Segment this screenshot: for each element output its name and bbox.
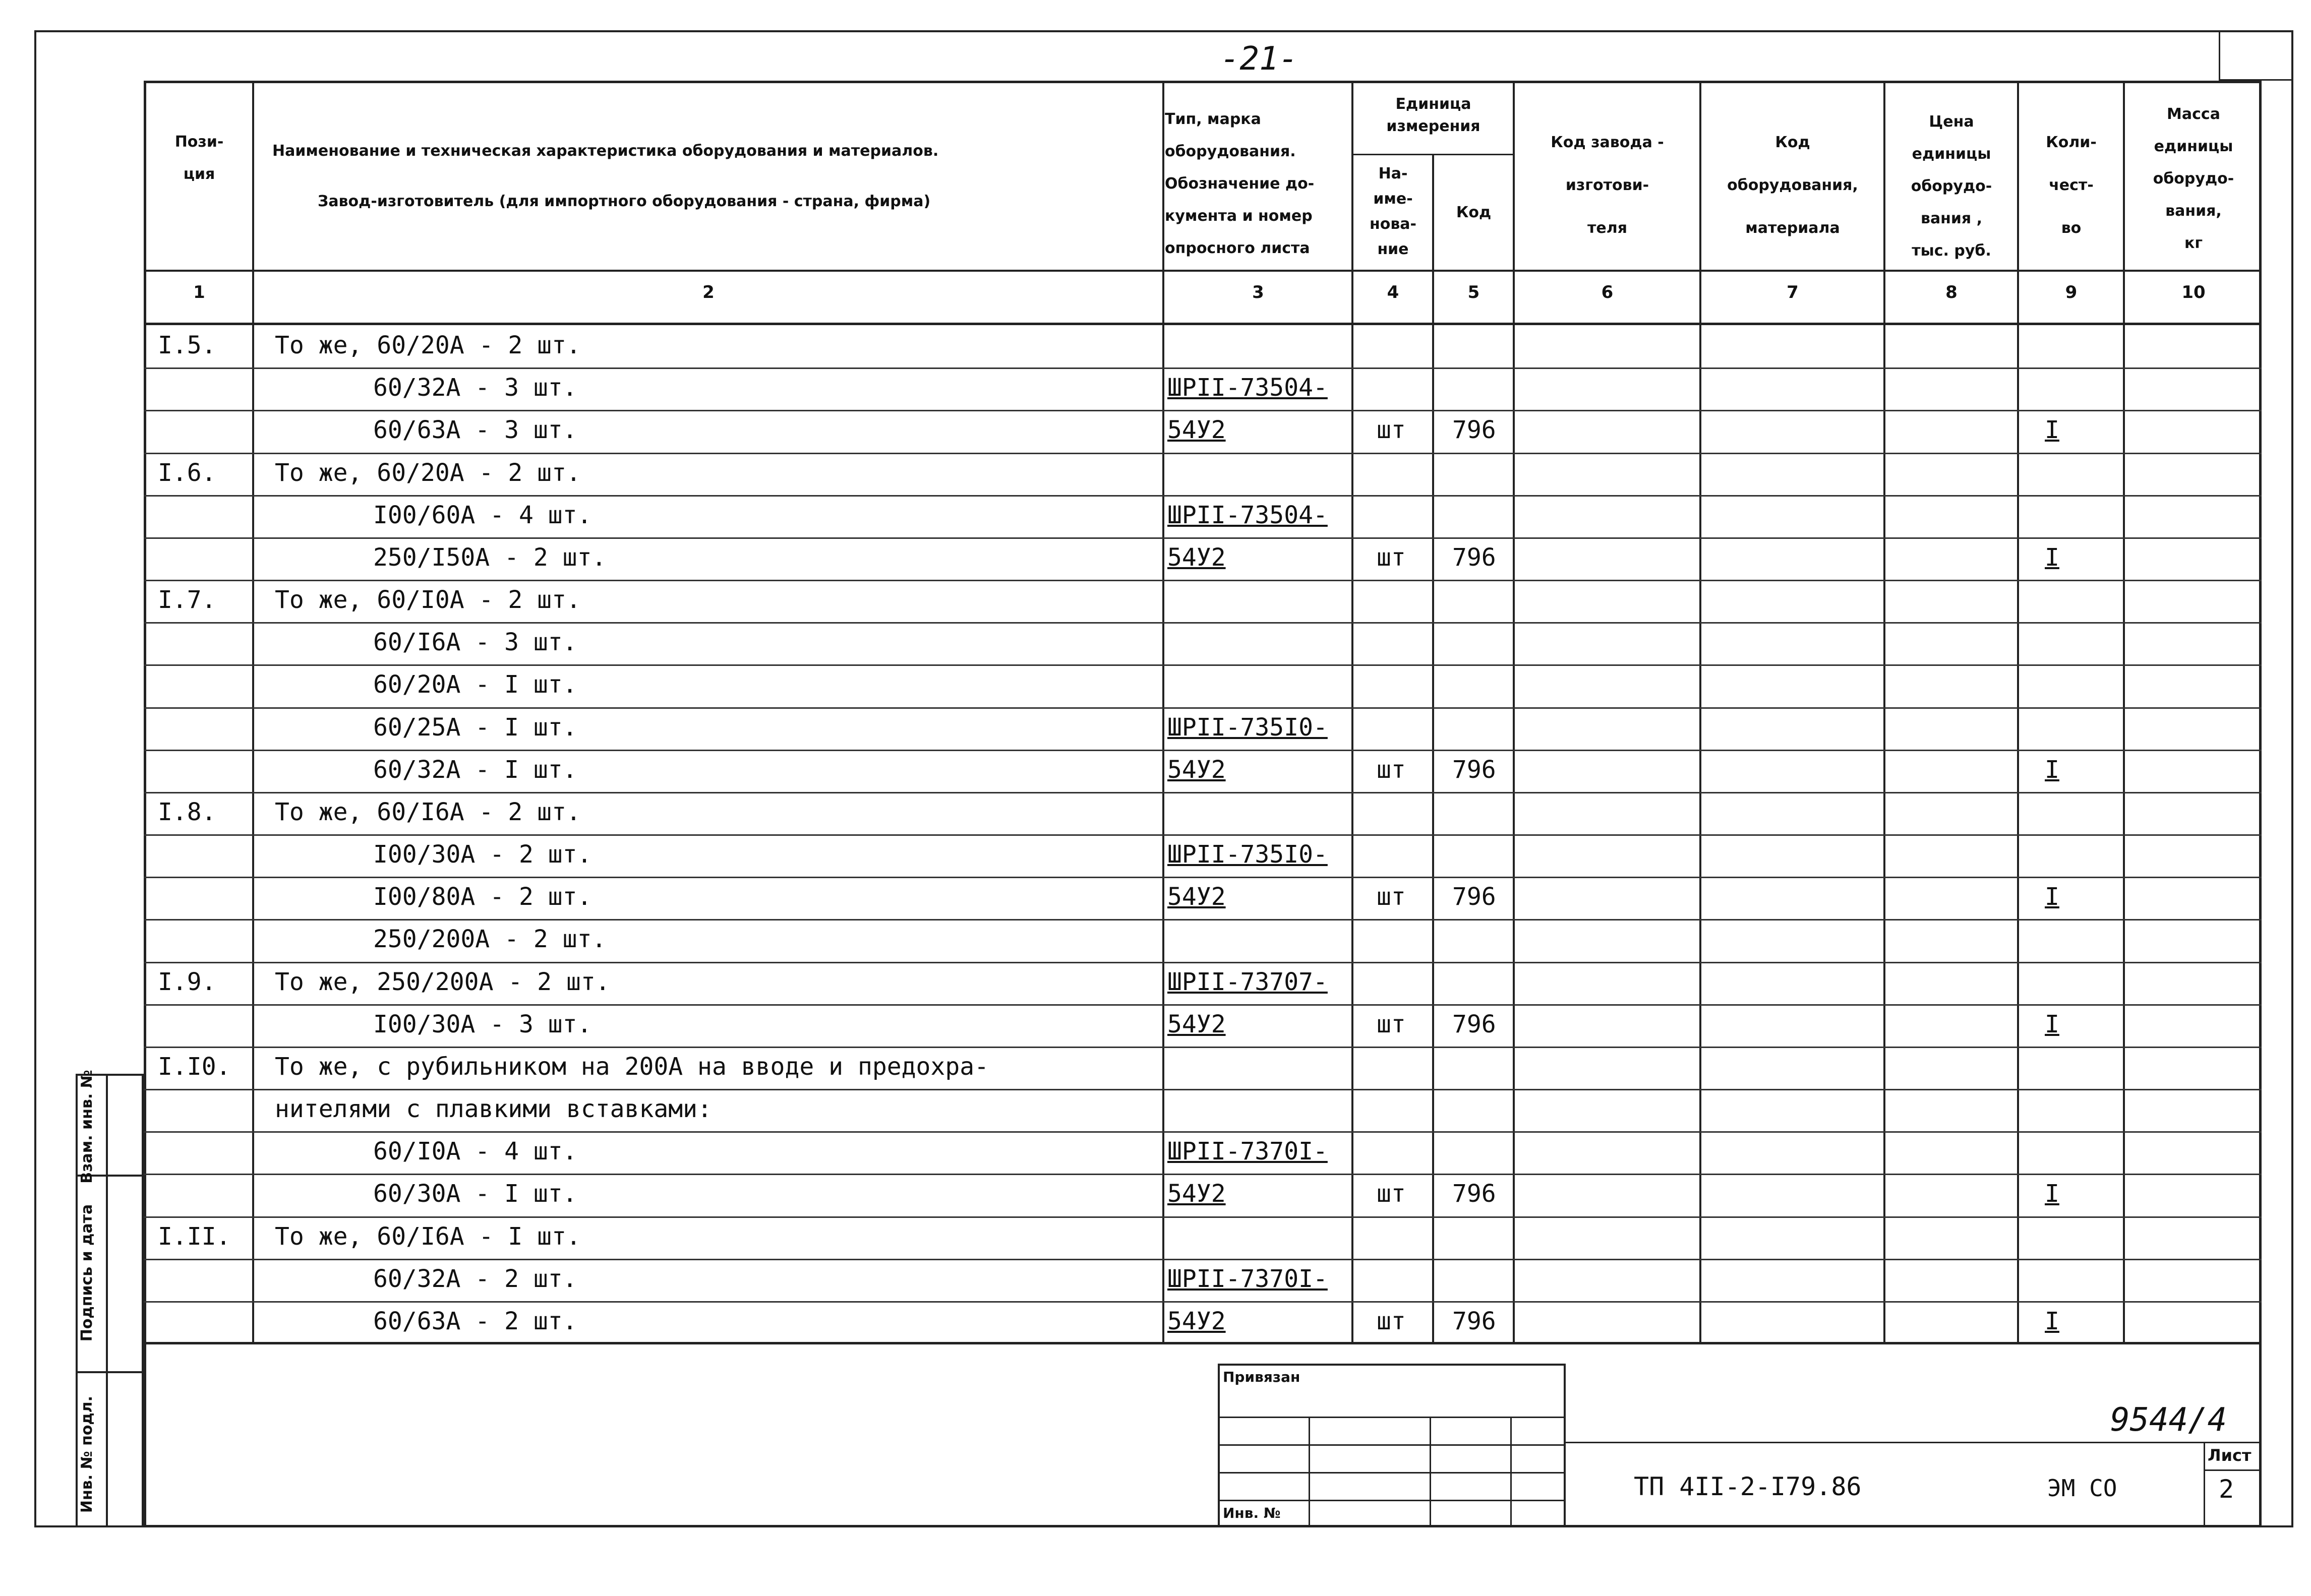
header-unit-line2: измерения bbox=[1386, 117, 1480, 135]
row-type: ШРII-73504- bbox=[1167, 501, 1328, 529]
row-type: 54У2 bbox=[1167, 1307, 1226, 1335]
row-name: 250/200А - 2 шт. bbox=[373, 925, 607, 954]
row-type: 54У2 bbox=[1167, 755, 1226, 784]
header-col3-line4: кумента и номер bbox=[1165, 207, 1313, 225]
table-row bbox=[144, 707, 2262, 750]
row-name: 60/32А - 2 шт. bbox=[373, 1264, 577, 1293]
header-col7-line1: Код bbox=[1775, 134, 1810, 151]
row-type: 54У2 bbox=[1167, 883, 1226, 911]
col-number-4: 4 bbox=[1387, 282, 1399, 302]
table-row bbox=[144, 495, 2262, 537]
row-name: То же, 60/I0А - 2 шт. bbox=[275, 586, 581, 615]
row-quantity: I bbox=[2045, 883, 2059, 911]
col-number-3: 3 bbox=[1252, 282, 1264, 302]
row-name: I00/30А - 2 шт. bbox=[373, 840, 592, 869]
row-unit: шт bbox=[1377, 543, 1406, 572]
sheet-number: 2 bbox=[2219, 1475, 2234, 1504]
table-row bbox=[144, 1216, 2262, 1259]
row-name: То же, 60/I6А - I шт. bbox=[275, 1222, 581, 1251]
col-number-1: 1 bbox=[193, 282, 205, 302]
header-col8-line1: Цена bbox=[1929, 113, 1974, 131]
table-row bbox=[144, 367, 2262, 410]
table-body bbox=[144, 325, 2262, 1343]
project-code: ТП 4II-2-I79.86 bbox=[1634, 1472, 1862, 1501]
header-col1-line1: Пози- bbox=[174, 133, 224, 151]
row-name: То же, 60/I6А - 2 шт. bbox=[275, 797, 581, 826]
row-unit: шт bbox=[1377, 416, 1406, 445]
header-col4-line1: На- bbox=[1378, 165, 1408, 182]
header-col10-line2: единицы bbox=[2154, 138, 2233, 155]
table-row bbox=[144, 1131, 2262, 1174]
table-row bbox=[144, 622, 2262, 664]
row-quantity: I bbox=[2045, 416, 2059, 445]
page-number: -21- bbox=[1220, 40, 1298, 78]
privyazan-label: Привязан bbox=[1223, 1369, 1300, 1385]
row-code: 796 bbox=[1452, 416, 1496, 445]
row-name: То же, 250/200А - 2 шт. bbox=[275, 967, 610, 996]
header-col3-line2: оборудования. bbox=[1165, 143, 1296, 160]
row-quantity: I bbox=[2045, 1010, 2059, 1038]
row-name: То же, 60/20А - 2 шт. bbox=[275, 331, 581, 360]
header-col4-line2: име- bbox=[1373, 190, 1413, 208]
col-number-8: 8 bbox=[1945, 282, 1958, 302]
header-col8-line3: оборудо- bbox=[1911, 177, 1992, 195]
row-quantity: I bbox=[2045, 1180, 2059, 1208]
table-row bbox=[144, 325, 2262, 367]
table-row bbox=[144, 453, 2262, 495]
header-col6-line1: Код завода - bbox=[1551, 134, 1664, 151]
sheet-mark: ЭМ СО bbox=[2047, 1475, 2117, 1502]
header-col8-line5: тыс. руб. bbox=[1912, 242, 1991, 260]
row-code: 796 bbox=[1452, 883, 1496, 911]
stamp-signature-date: Подпись и дата bbox=[78, 1204, 96, 1342]
row-code: 796 bbox=[1452, 1180, 1496, 1208]
row-name: I00/30А - 3 шт. bbox=[373, 1010, 592, 1038]
header-col10-line1: Масса bbox=[2167, 105, 2220, 123]
row-code: 796 bbox=[1452, 755, 1496, 784]
row-name: 60/I6А - 3 шт. bbox=[373, 628, 577, 657]
row-name: нителями с плавкими вставками: bbox=[275, 1095, 712, 1124]
row-quantity: I bbox=[2045, 543, 2059, 572]
header-col7-line3: материала bbox=[1745, 219, 1840, 237]
corner-box bbox=[2219, 30, 2293, 81]
row-name: 60/32А - 3 шт. bbox=[373, 374, 577, 402]
table-row bbox=[144, 750, 2262, 792]
table-row bbox=[144, 1004, 2262, 1047]
header-col6-line2: изготови- bbox=[1565, 176, 1649, 194]
header-col8-line2: единицы bbox=[1912, 145, 1991, 163]
row-type: ШРII-73504- bbox=[1167, 374, 1328, 402]
row-position: I.9. bbox=[158, 967, 216, 996]
row-type: 54У2 bbox=[1167, 1180, 1226, 1208]
row-position: I.8. bbox=[158, 797, 216, 826]
row-name: 60/30А - I шт. bbox=[373, 1180, 577, 1208]
row-type: ШРII-7370I- bbox=[1167, 1137, 1328, 1166]
row-position: I.6. bbox=[158, 458, 216, 487]
row-code: 796 bbox=[1452, 1307, 1496, 1335]
table-row bbox=[144, 834, 2262, 877]
col-number-9: 9 bbox=[2065, 282, 2078, 302]
row-unit: шт bbox=[1377, 1307, 1406, 1335]
header-col10-line3: оборудо- bbox=[2153, 170, 2234, 188]
col-number-2: 2 bbox=[702, 282, 715, 302]
table-row bbox=[144, 792, 2262, 834]
header-col5: Код bbox=[1456, 204, 1492, 221]
sheet-label: Лист bbox=[2208, 1446, 2251, 1465]
table-row bbox=[144, 1174, 2262, 1216]
row-unit: шт bbox=[1377, 1010, 1406, 1038]
row-type: ШРII-7370I- bbox=[1167, 1264, 1328, 1293]
col-number-10: 10 bbox=[2181, 282, 2206, 302]
row-name: 60/63А - 2 шт. bbox=[373, 1307, 577, 1335]
header-col9-line1: Коли- bbox=[2046, 134, 2097, 151]
row-type: 54У2 bbox=[1167, 543, 1226, 572]
row-name: 60/63А - 3 шт. bbox=[373, 416, 577, 445]
table-row bbox=[144, 580, 2262, 622]
row-name: 60/25А - I шт. bbox=[373, 713, 577, 742]
row-position: I.5. bbox=[158, 331, 216, 360]
row-name: То же, 60/20А - 2 шт. bbox=[275, 458, 581, 487]
row-name: 250/I50А - 2 шт. bbox=[373, 543, 607, 572]
row-quantity: I bbox=[2045, 755, 2059, 784]
table-row bbox=[144, 664, 2262, 707]
header-col3-line1: Тип, марка bbox=[1165, 110, 1261, 128]
row-name: 60/I0А - 4 шт. bbox=[373, 1137, 577, 1166]
row-type: ШРII-735I0- bbox=[1167, 840, 1328, 869]
header-col2-line2: Завод-изготовитель (для импортного оборудования - страна, фирма) bbox=[318, 193, 931, 210]
header-col4-line3: нова- bbox=[1369, 215, 1417, 233]
row-name: I00/80А - 2 шт. bbox=[373, 883, 592, 911]
header-col10-line5: кг bbox=[2184, 234, 2203, 252]
table-row bbox=[144, 1089, 2262, 1131]
row-quantity: I bbox=[2045, 1307, 2059, 1335]
table-row bbox=[144, 962, 2262, 1004]
row-type: ШРII-73707- bbox=[1167, 967, 1328, 996]
table-row bbox=[144, 877, 2262, 919]
row-type: 54У2 bbox=[1167, 1010, 1226, 1038]
header-col6-line3: теля bbox=[1587, 219, 1627, 237]
row-name: I00/60А - 4 шт. bbox=[373, 501, 592, 529]
col-number-7: 7 bbox=[1787, 282, 1799, 302]
stamp-vzam-inv: Взам. инв. № bbox=[78, 1070, 96, 1184]
col-number-5: 5 bbox=[1467, 282, 1480, 302]
header-col7-line2: оборудования, bbox=[1727, 176, 1858, 194]
row-name: 60/32А - I шт. bbox=[373, 755, 577, 784]
header-col2-line1: Наименование и техническая характеристика оборудования и материалов. bbox=[272, 142, 939, 160]
row-type: ШРII-735I0- bbox=[1167, 713, 1328, 742]
row-name: То же, с рубильником на 200А на вводе и предохра- bbox=[275, 1052, 989, 1081]
row-name: 60/20А - I шт. bbox=[373, 670, 577, 699]
row-position: I.7. bbox=[158, 586, 216, 615]
header-col4-line4: ние bbox=[1377, 240, 1409, 258]
row-position: I.I0. bbox=[158, 1052, 231, 1081]
header-col3-line5: опросного листа bbox=[1165, 239, 1310, 257]
document-number: 9544/4 bbox=[2110, 1401, 2227, 1439]
table-row bbox=[144, 1259, 2262, 1301]
header-col3-line3: Обозначение до- bbox=[1165, 175, 1315, 193]
inv-no-label: Инв. № bbox=[1223, 1505, 1281, 1521]
row-unit: шт bbox=[1377, 1180, 1406, 1208]
header-col1-line2: ция bbox=[183, 165, 215, 183]
header-unit-line1: Единица bbox=[1395, 95, 1471, 113]
header-col8-line4: вания , bbox=[1920, 210, 1983, 227]
row-position: I.II. bbox=[158, 1222, 231, 1251]
col-number-6: 6 bbox=[1601, 282, 1614, 302]
row-unit: шт bbox=[1377, 883, 1406, 911]
table-row bbox=[144, 1301, 2262, 1343]
table-row bbox=[144, 919, 2262, 961]
header-col9-line3: во bbox=[2061, 219, 2082, 237]
header-col9-line2: чест- bbox=[2049, 176, 2094, 194]
table-row bbox=[144, 1047, 2262, 1089]
row-type: 54У2 bbox=[1167, 416, 1226, 445]
row-code: 796 bbox=[1452, 543, 1496, 572]
row-code: 796 bbox=[1452, 1010, 1496, 1038]
table-row bbox=[144, 537, 2262, 580]
stamp-inv-podl: Инв. № подл. bbox=[78, 1395, 96, 1513]
header-col10-line4: вания, bbox=[2165, 202, 2222, 220]
row-unit: шт bbox=[1377, 755, 1406, 784]
table-row bbox=[144, 410, 2262, 452]
